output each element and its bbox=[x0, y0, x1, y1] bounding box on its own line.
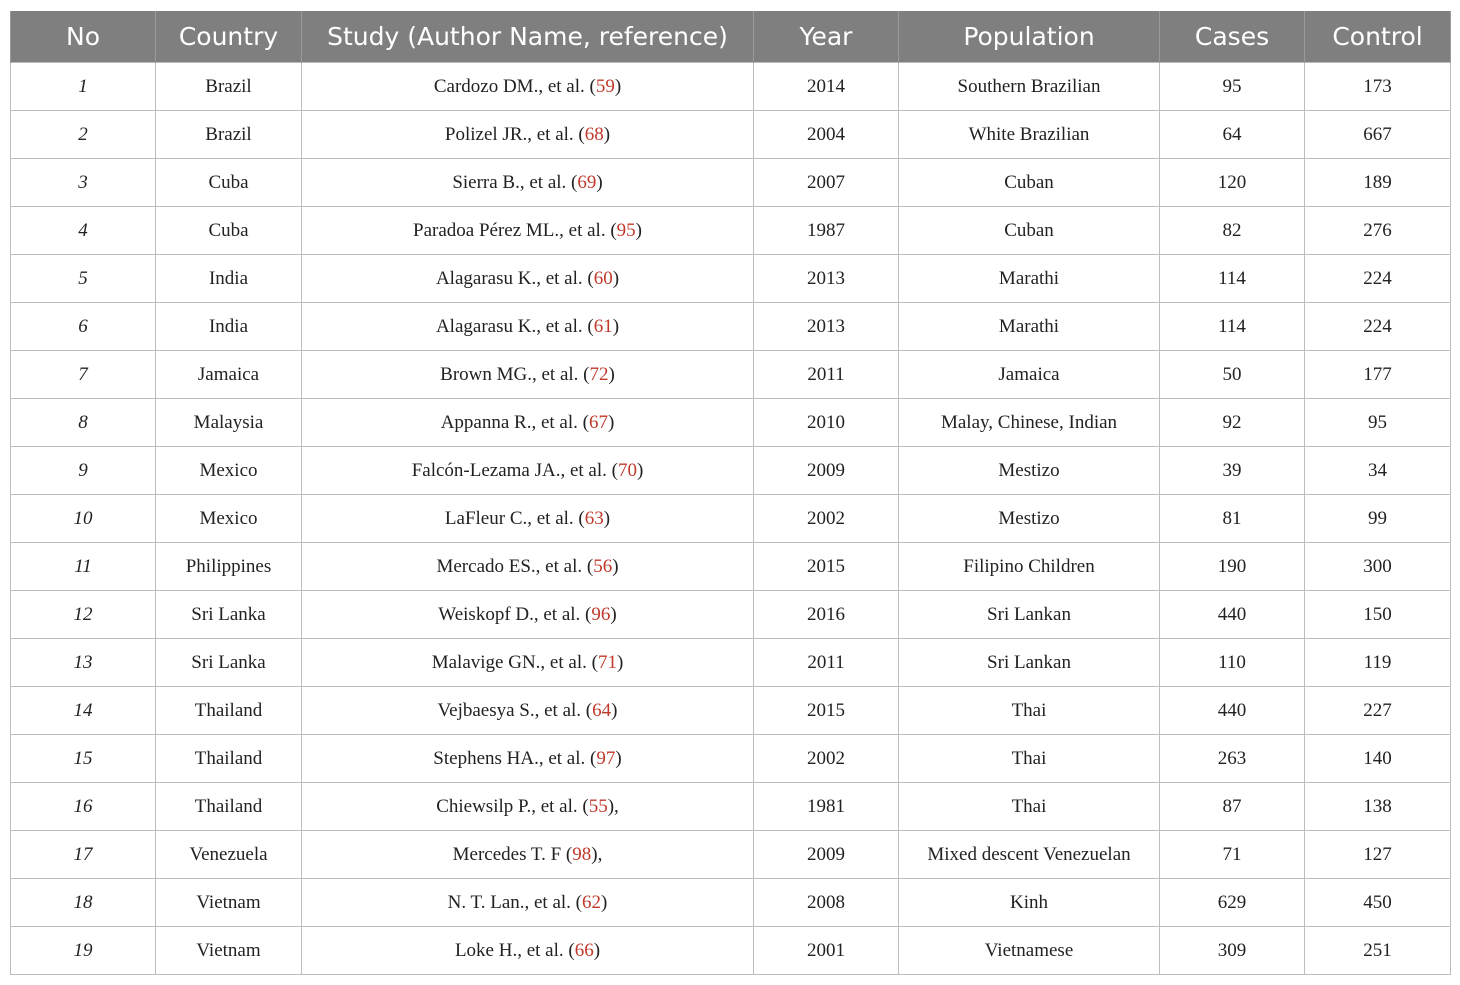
reference-link[interactable]: 61 bbox=[593, 315, 613, 337]
header-no: No bbox=[11, 11, 156, 63]
reference-link[interactable]: 62 bbox=[582, 891, 602, 913]
cell-cases: 114 bbox=[1160, 303, 1305, 351]
cell-study bbox=[302, 927, 754, 975]
cell-country: Brazil bbox=[156, 111, 302, 159]
cell-cases: 440 bbox=[1160, 591, 1305, 639]
study-closing: ) bbox=[612, 315, 620, 337]
table-row bbox=[11, 543, 1451, 591]
cell-year: 2011 bbox=[754, 639, 899, 687]
reference-link[interactable]: 67 bbox=[588, 411, 608, 433]
reference-link[interactable]: 95 bbox=[616, 219, 636, 241]
reference-link[interactable]: 71 bbox=[597, 651, 617, 673]
reference-link[interactable]: 98 bbox=[572, 843, 592, 865]
reference-link[interactable]: 60 bbox=[593, 267, 613, 289]
cell-control: 251 bbox=[1305, 927, 1451, 975]
table-row bbox=[11, 927, 1451, 975]
cell-country: Thailand bbox=[156, 735, 302, 783]
cell-year: 2015 bbox=[754, 543, 899, 591]
table-row bbox=[11, 495, 1451, 543]
header-year: Year bbox=[754, 11, 899, 63]
cell-cases: 39 bbox=[1160, 447, 1305, 495]
cell-population: Southern Brazilian bbox=[899, 63, 1160, 111]
table-row bbox=[11, 255, 1451, 303]
cell-year: 2016 bbox=[754, 591, 899, 639]
header-cases: Cases bbox=[1160, 11, 1305, 63]
study-closing: ) bbox=[608, 363, 615, 385]
cell-population: Jamaica bbox=[899, 351, 1160, 399]
study-author: Chiewsilp P., et al. ( bbox=[436, 795, 589, 817]
cell-population: Sri Lankan bbox=[899, 639, 1160, 687]
cell-control: 95 bbox=[1305, 399, 1451, 447]
study-closing: ) bbox=[616, 651, 624, 673]
cell-control: 189 bbox=[1305, 159, 1451, 207]
study-author: Sierra B., et al. ( bbox=[452, 171, 578, 193]
table-row bbox=[11, 639, 1451, 687]
cell-population: Mestizo bbox=[899, 447, 1160, 495]
study-closing: ) bbox=[601, 891, 608, 913]
cell-cases: 114 bbox=[1160, 255, 1305, 303]
study-closing: ) bbox=[615, 747, 622, 769]
cell-country: Sri Lanka bbox=[156, 591, 302, 639]
cell-year: 2011 bbox=[754, 351, 899, 399]
cell-control: 173 bbox=[1305, 63, 1451, 111]
cell-no: 6 bbox=[11, 303, 156, 351]
reference-link[interactable]: 66 bbox=[574, 939, 594, 961]
table-row bbox=[11, 111, 1451, 159]
cell-population: White Brazilian bbox=[899, 111, 1160, 159]
cell-cases: 87 bbox=[1160, 783, 1305, 831]
cell-cases: 95 bbox=[1160, 63, 1305, 111]
cell-population: Mestizo bbox=[899, 495, 1160, 543]
table-row bbox=[11, 591, 1451, 639]
cell-population: Thai bbox=[899, 687, 1160, 735]
cell-year: 1981 bbox=[754, 783, 899, 831]
study-author: Cardozo DM., et al. ( bbox=[433, 75, 596, 97]
cell-study bbox=[302, 591, 754, 639]
study-closing: ) bbox=[614, 75, 622, 97]
table-row bbox=[11, 687, 1451, 735]
cell-study bbox=[302, 207, 754, 255]
cell-cases: 64 bbox=[1160, 111, 1305, 159]
cell-study bbox=[302, 351, 754, 399]
cell-year: 2009 bbox=[754, 831, 899, 879]
cell-cases: 190 bbox=[1160, 543, 1305, 591]
cell-year: 2010 bbox=[754, 399, 899, 447]
study-closing: ) bbox=[611, 699, 618, 721]
cell-country: Vietnam bbox=[156, 879, 302, 927]
cell-cases: 71 bbox=[1160, 831, 1305, 879]
study-author: Malavige GN., et al. ( bbox=[431, 651, 598, 673]
cell-country: Venezuela bbox=[156, 831, 302, 879]
cell-population: Thai bbox=[899, 783, 1160, 831]
header-control: Control bbox=[1305, 11, 1451, 63]
cell-no: 19 bbox=[11, 927, 156, 975]
cell-country: Vietnam bbox=[156, 927, 302, 975]
cell-population: Filipino Children bbox=[899, 543, 1160, 591]
study-author: Loke H., et al. ( bbox=[454, 939, 575, 961]
cell-no: 1 bbox=[11, 63, 156, 111]
cell-no: 15 bbox=[11, 735, 156, 783]
cell-control: 224 bbox=[1305, 255, 1451, 303]
cell-control: 224 bbox=[1305, 303, 1451, 351]
cell-cases: 92 bbox=[1160, 399, 1305, 447]
cell-population: Malay, Chinese, Indian bbox=[899, 399, 1160, 447]
reference-link[interactable]: 59 bbox=[595, 75, 615, 97]
cell-no: 10 bbox=[11, 495, 156, 543]
cell-study bbox=[302, 783, 754, 831]
cell-population: Marathi bbox=[899, 255, 1160, 303]
study-author: Weiskopf D., et al. ( bbox=[438, 603, 592, 625]
study-closing: ) bbox=[607, 411, 615, 433]
cell-year: 2002 bbox=[754, 735, 899, 783]
header-row bbox=[11, 11, 1451, 63]
reference-link[interactable]: 55 bbox=[588, 795, 608, 817]
cell-population: Cuban bbox=[899, 159, 1160, 207]
study-author: Mercado ES., et al. ( bbox=[436, 555, 594, 577]
cell-study bbox=[302, 831, 754, 879]
cell-cases: 50 bbox=[1160, 351, 1305, 399]
cell-country: India bbox=[156, 303, 302, 351]
cell-control: 34 bbox=[1305, 447, 1451, 495]
cell-no: 3 bbox=[11, 159, 156, 207]
cell-year: 2002 bbox=[754, 495, 899, 543]
cell-country: Thailand bbox=[156, 783, 302, 831]
table-row bbox=[11, 831, 1451, 879]
cell-control: 150 bbox=[1305, 591, 1451, 639]
study-author: LaFleur C., et al. ( bbox=[444, 507, 585, 529]
reference-link[interactable]: 63 bbox=[584, 507, 604, 529]
reference-link[interactable]: 64 bbox=[592, 699, 612, 721]
cell-no: 16 bbox=[11, 783, 156, 831]
cell-country: Philippines bbox=[156, 543, 302, 591]
cell-study bbox=[302, 159, 754, 207]
header-country: Country bbox=[156, 11, 302, 63]
cell-cases: 309 bbox=[1160, 927, 1305, 975]
table-row bbox=[11, 879, 1451, 927]
cell-study bbox=[302, 543, 754, 591]
cell-study bbox=[302, 495, 754, 543]
table-row bbox=[11, 399, 1451, 447]
study-closing: ) bbox=[612, 555, 619, 577]
study-author: Polizel JR., et al. ( bbox=[444, 123, 585, 145]
table-row bbox=[11, 207, 1451, 255]
table-row bbox=[11, 735, 1451, 783]
study-closing: ) bbox=[635, 219, 642, 241]
study-table bbox=[10, 11, 1451, 975]
reference-link[interactable]: 70 bbox=[617, 459, 637, 481]
cell-cases: 440 bbox=[1160, 687, 1305, 735]
cell-year: 2008 bbox=[754, 879, 899, 927]
cell-study bbox=[302, 111, 754, 159]
cell-no: 4 bbox=[11, 207, 156, 255]
cell-cases: 110 bbox=[1160, 639, 1305, 687]
cell-cases: 629 bbox=[1160, 879, 1305, 927]
cell-control: 99 bbox=[1305, 495, 1451, 543]
cell-year: 2014 bbox=[754, 63, 899, 111]
study-author: Alagarasu K., et al. ( bbox=[435, 315, 594, 337]
study-closing: ), bbox=[607, 795, 619, 817]
cell-study bbox=[302, 639, 754, 687]
study-author: Vejbaesya S., et al. ( bbox=[437, 699, 593, 721]
cell-country: Cuba bbox=[156, 207, 302, 255]
cell-control: 138 bbox=[1305, 783, 1451, 831]
cell-study bbox=[302, 447, 754, 495]
cell-no: 14 bbox=[11, 687, 156, 735]
cell-no: 5 bbox=[11, 255, 156, 303]
cell-year: 2007 bbox=[754, 159, 899, 207]
cell-control: 177 bbox=[1305, 351, 1451, 399]
cell-study bbox=[302, 255, 754, 303]
table-row bbox=[11, 447, 1451, 495]
cell-year: 2001 bbox=[754, 927, 899, 975]
table-row bbox=[11, 159, 1451, 207]
cell-country: Cuba bbox=[156, 159, 302, 207]
cell-control: 276 bbox=[1305, 207, 1451, 255]
cell-no: 9 bbox=[11, 447, 156, 495]
study-author: Mercedes T. F ( bbox=[452, 843, 573, 865]
reference-link[interactable]: 68 bbox=[584, 123, 604, 145]
study-author: Stephens HA., et al. ( bbox=[433, 747, 597, 769]
reference-link[interactable]: 56 bbox=[593, 555, 613, 577]
cell-no: 2 bbox=[11, 111, 156, 159]
table-row bbox=[11, 303, 1451, 351]
cell-no: 7 bbox=[11, 351, 156, 399]
cell-no: 17 bbox=[11, 831, 156, 879]
cell-population: Mixed descent Venezuelan bbox=[899, 831, 1160, 879]
cell-population: Marathi bbox=[899, 303, 1160, 351]
cell-year: 2013 bbox=[754, 255, 899, 303]
cell-cases: 81 bbox=[1160, 495, 1305, 543]
cell-control: 450 bbox=[1305, 879, 1451, 927]
study-closing: ), bbox=[591, 843, 603, 865]
cell-country: Mexico bbox=[156, 495, 302, 543]
table-row bbox=[11, 783, 1451, 831]
cell-study bbox=[302, 735, 754, 783]
cell-country: Jamaica bbox=[156, 351, 302, 399]
reference-link[interactable]: 97 bbox=[596, 747, 616, 769]
cell-year: 2015 bbox=[754, 687, 899, 735]
reference-link[interactable]: 69 bbox=[577, 171, 597, 193]
cell-country: India bbox=[156, 255, 302, 303]
cell-control: 667 bbox=[1305, 111, 1451, 159]
cell-population: Kinh bbox=[899, 879, 1160, 927]
cell-control: 300 bbox=[1305, 543, 1451, 591]
table-body bbox=[11, 63, 1451, 975]
cell-control: 227 bbox=[1305, 687, 1451, 735]
study-author: Appanna R., et al. ( bbox=[440, 411, 589, 433]
cell-country: Brazil bbox=[156, 63, 302, 111]
cell-country: Sri Lanka bbox=[156, 639, 302, 687]
study-author: Brown MG., et al. ( bbox=[440, 363, 590, 385]
cell-year: 2009 bbox=[754, 447, 899, 495]
cell-cases: 120 bbox=[1160, 159, 1305, 207]
cell-study bbox=[302, 399, 754, 447]
study-author: N. T. Lan., et al. ( bbox=[447, 891, 583, 913]
cell-control: 127 bbox=[1305, 831, 1451, 879]
cell-year: 2004 bbox=[754, 111, 899, 159]
cell-study bbox=[302, 879, 754, 927]
study-closing: ) bbox=[610, 603, 617, 625]
study-closing: ) bbox=[636, 459, 644, 481]
study-closing: ) bbox=[596, 171, 603, 193]
study-author: Paradoa Pérez ML., et al. ( bbox=[413, 219, 617, 241]
reference-link[interactable]: 96 bbox=[591, 603, 611, 625]
study-closing: ) bbox=[612, 267, 620, 289]
cell-no: 13 bbox=[11, 639, 156, 687]
cell-country: Thailand bbox=[156, 687, 302, 735]
cell-country: Mexico bbox=[156, 447, 302, 495]
table-row bbox=[11, 63, 1451, 111]
cell-population: Sri Lankan bbox=[899, 591, 1160, 639]
cell-cases: 82 bbox=[1160, 207, 1305, 255]
study-closing: ) bbox=[603, 507, 611, 529]
cell-population: Thai bbox=[899, 735, 1160, 783]
cell-cases: 263 bbox=[1160, 735, 1305, 783]
study-author: Falcón-Lezama JA., et al. ( bbox=[411, 459, 618, 481]
cell-population: Cuban bbox=[899, 207, 1160, 255]
cell-no: 11 bbox=[11, 543, 156, 591]
cell-study bbox=[302, 687, 754, 735]
reference-link[interactable]: 72 bbox=[589, 363, 609, 385]
study-closing: ) bbox=[603, 123, 611, 145]
header-population: Population bbox=[899, 11, 1160, 63]
header-study: Study (Author Name, reference) bbox=[302, 11, 754, 63]
cell-study bbox=[302, 63, 754, 111]
cell-control: 119 bbox=[1305, 639, 1451, 687]
study-table-container bbox=[10, 11, 1450, 975]
study-author: Alagarasu K., et al. ( bbox=[435, 267, 594, 289]
study-closing: ) bbox=[593, 939, 601, 961]
table-row bbox=[11, 351, 1451, 399]
cell-year: 1987 bbox=[754, 207, 899, 255]
cell-control: 140 bbox=[1305, 735, 1451, 783]
cell-country: Malaysia bbox=[156, 399, 302, 447]
cell-year: 2013 bbox=[754, 303, 899, 351]
cell-no: 18 bbox=[11, 879, 156, 927]
cell-no: 8 bbox=[11, 399, 156, 447]
cell-population: Vietnamese bbox=[899, 927, 1160, 975]
cell-no: 12 bbox=[11, 591, 156, 639]
cell-study bbox=[302, 303, 754, 351]
